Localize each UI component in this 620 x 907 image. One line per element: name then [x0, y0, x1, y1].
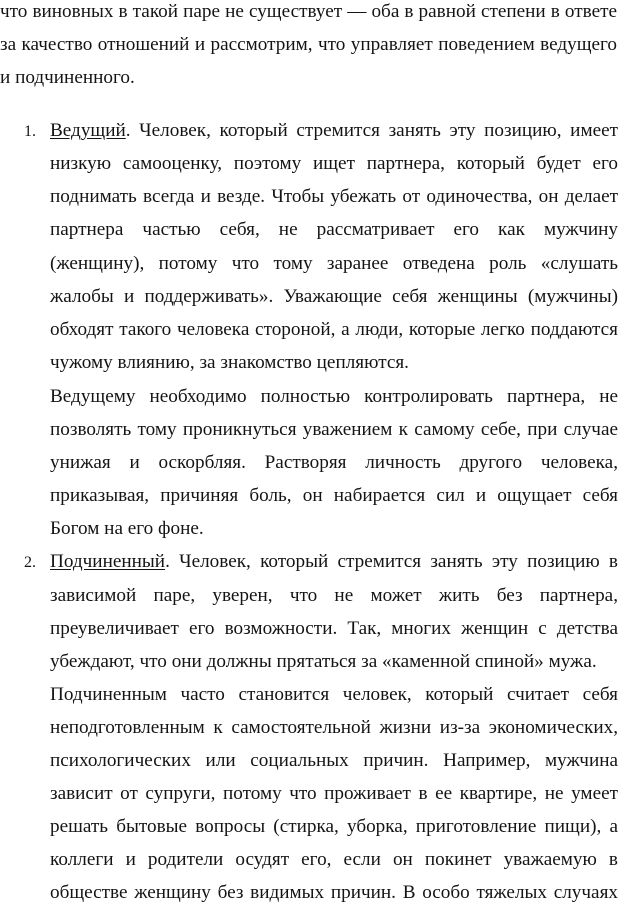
text-line: за качество отношений и рассмотрим, что управляет поведением ведущего: [0, 34, 617, 55]
text-line: приказывая, причиняя боль, он набирается сил и ощущает себя: [50, 485, 618, 506]
text-line: низкую самооценку, поэтому ищет партнера, который будет его: [50, 153, 618, 174]
text-line: позволять тому проникнуться уважением к самому себе, при случае: [50, 419, 618, 440]
text-line: обществе женщину без видимых причин. В особо тяжелых случаях: [50, 882, 618, 903]
text-line: Подчиненный. Человек, который стремится занять эту позицию в: [50, 551, 618, 572]
text-line: партнера частью себя, не рассматривает его как мужчину: [50, 219, 618, 240]
text-line: что виновных в такой паре не существует — оба в равной степени в ответе: [0, 1, 617, 22]
text-line: зависимой паре, уверен, что не может жить без партнера,: [50, 585, 618, 606]
text-line: коллеги и родители осудят его, если он покинет уважаемую в: [50, 849, 618, 870]
term-subordinate: Подчиненный: [50, 551, 166, 572]
text-line: (женщину), потому что тому заранее отведена роль «слушать: [50, 253, 618, 274]
text-line: жалобы и поддерживать». Уважающие себя женщины (мужчины): [50, 286, 618, 307]
list-number: 1.: [24, 123, 36, 140]
text-line: Ведущий. Человек, который стремится занять эту позицию, имеет: [50, 120, 618, 141]
text-line: чужому влиянию, за знакомство цепляются.: [50, 352, 409, 373]
text-line: Подчиненным часто становится человек, который считает себя: [50, 684, 618, 705]
text-line: неподготовленным к самостоятельной жизни из-за экономических,: [50, 717, 618, 738]
text-line: обходят такого человека стороной, а люди, которые легко поддаются: [50, 319, 618, 340]
term-leader: Ведущий: [50, 120, 126, 141]
text-line: зависит от супруги, потому что проживает в ее квартире, не умеет: [50, 783, 618, 804]
list-number: 2.: [24, 554, 36, 571]
text-line: унижая и оскорбляя. Растворяя личность другого человека,: [50, 452, 618, 473]
text-line: преувеличивает его возможности. Так, многих женщин с детства: [50, 618, 618, 639]
text-line: поднимать всегда и везде. Чтобы убежать от одиночества, он делает: [50, 186, 618, 207]
text-line: убеждают, что они должны прятаться за «каменной спиной» мужа.: [50, 651, 597, 672]
text-line: Ведущему необходимо полностью контролировать партнера, не: [50, 386, 618, 407]
text-line: Богом на его фоне.: [50, 518, 204, 539]
text-line: и подчиненного.: [0, 67, 135, 88]
text-line: психологических или социальных причин. Например, мужчина: [50, 750, 618, 771]
text-line: решать бытовые вопросы (стирка, уборка, приготовление пищи), а: [50, 816, 618, 837]
